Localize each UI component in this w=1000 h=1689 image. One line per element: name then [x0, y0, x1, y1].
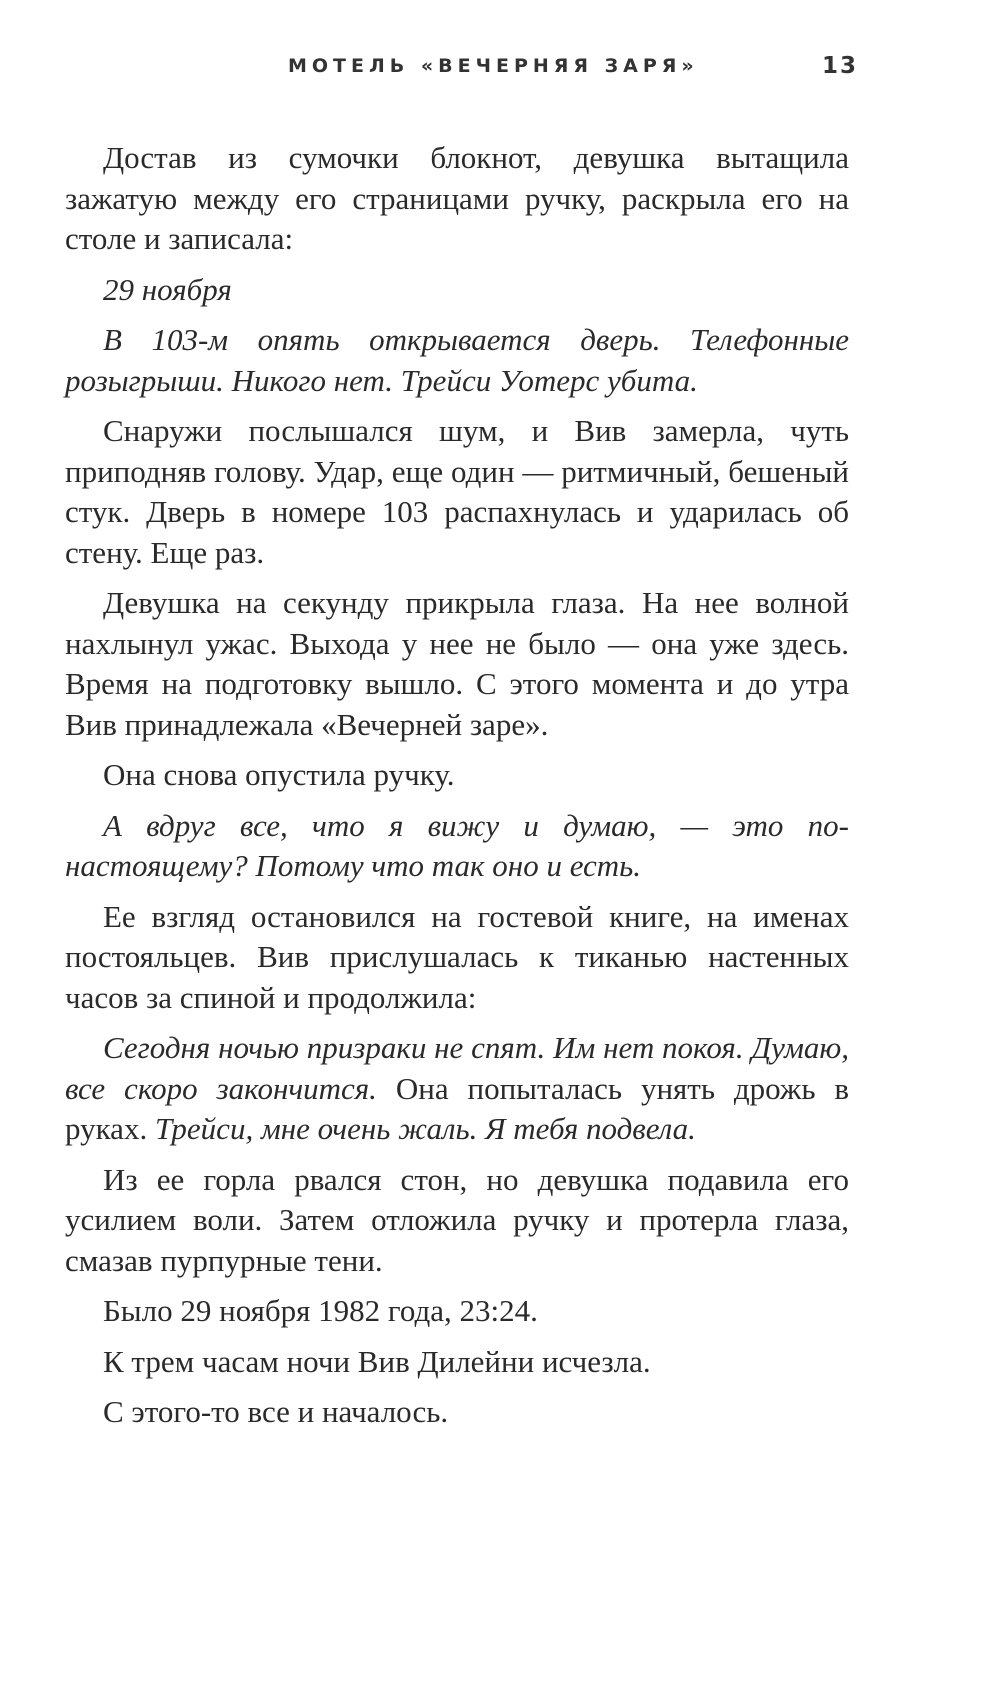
body-text [65, 138, 849, 1433]
diary-note-3b: Трейси, мне очень жаль. Я тебя подвела. [154, 1111, 696, 1146]
paragraph-4: Она снова опустила ручку. [103, 757, 455, 792]
diary-note-2: А вдруг все, что я вижу и думаю, — это по-настоящему? Потому что так оно и есть. [65, 807, 849, 883]
paragraph-10: С этого-то все и началось. [103, 1394, 449, 1429]
diary-note-3a: Сегодня ночью призраки не спят. Им нет покоя. Думаю, все скоро закончится. [65, 1030, 849, 1106]
paragraph-8: Было 29 ноября 1982 года, 23:24. [103, 1293, 538, 1328]
paragraph-2: Снаружи послышался шум, и Вив замерла, чуть приподняв голову. Удар, еще один — ритмичный, бешеный стук. Дверь в номере 103 распахнулась и ударилась об стену. Еще раз. [65, 413, 849, 570]
diary-date: 29 ноября [103, 271, 232, 307]
diary-note-1: В 103-м опять открывается дверь. Телефонные розыгрыши. Никого нет. Трейси Уотерс убита. [65, 322, 849, 398]
paragraph-9: К трем часам ночи Вив Дилейни исчезла. [103, 1343, 651, 1379]
running-header [0, 55, 1000, 95]
paragraph-7: Из ее горла рвался стон, но девушка подавила его усилием воли. Затем отложила ручку и протерла глаза, смазав пурпурные тени. [65, 1161, 849, 1278]
paragraph-5: Ее взгляд остановился на гостевой книге, на именах постояльцев. Вив прислушалась к тиканью настенных часов за спиной и продолжила: [65, 898, 849, 1015]
running-title: МОТЕЛЬ «ВЕЧЕРНЯЯ ЗАРЯ» [288, 55, 699, 77]
paragraph-1: Достав из сумочки блокнот, девушка вытащила зажатую между его страницами ручку, раскрыла его на столе и записала: [65, 140, 849, 256]
paragraph-6-text: Она попыталась унять дрожь в руках. [65, 1070, 849, 1146]
page-number: 13 [822, 53, 859, 79]
paragraph-3: Девушка на секунду прикрыла глаза. На нее волной нахлынул ужас. Выхода у нее не было — она уже здесь. Время на подготовку вышло. С этого момента и до утра Вив принадлежала «Вечерней заре». [65, 585, 849, 742]
paragraph-6 [65, 1028, 849, 1150]
